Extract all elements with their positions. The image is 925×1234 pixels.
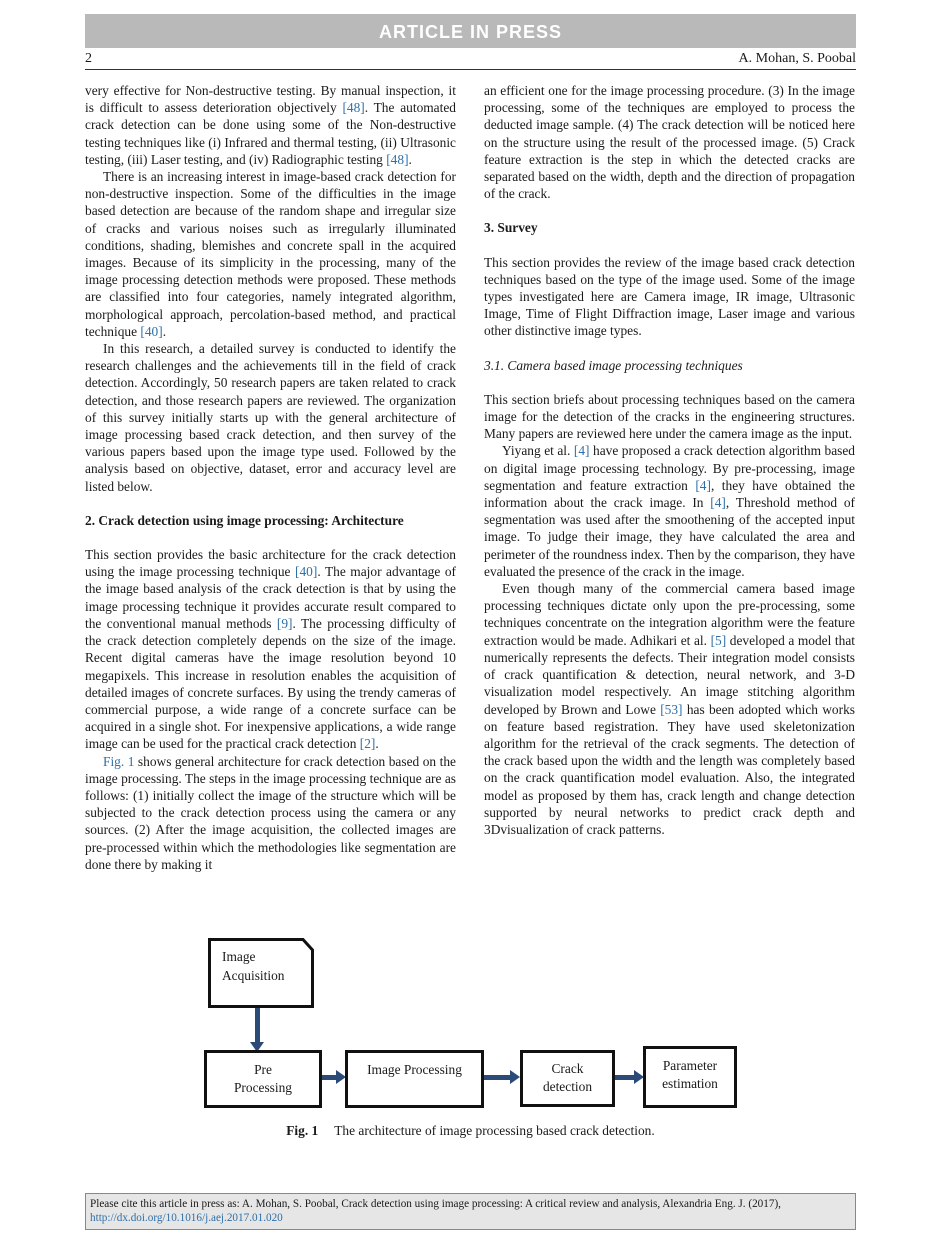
figure-link[interactable]: Fig. 1 xyxy=(103,753,135,769)
section-heading: 3. Survey xyxy=(484,220,538,236)
reference-link[interactable]: [53] xyxy=(660,701,683,717)
header-rule xyxy=(85,69,856,70)
reference-link[interactable]: [40] xyxy=(295,564,318,580)
running-head-authors: A. Mohan, S. Poobal xyxy=(738,51,856,66)
paragraph: This section provides the review of the image based crack detection techniques based on the type of the image used. Some of the image types investigated here are Camera image, IR image, Ultrasonic Image, Time of Flight Diffraction image, Laser image and various other distinctive image types. xyxy=(484,254,855,339)
arrowhead-right xyxy=(510,1070,520,1084)
doi-link[interactable]: http://dx.doi.org/10.1016/j.aej.2017.01.020 xyxy=(90,1211,283,1224)
article-in-press-banner: ARTICLE IN PRESS xyxy=(85,14,856,48)
arrow-crack-to-param xyxy=(615,1075,635,1080)
parameter-estimation-box: Parameter estimation xyxy=(643,1046,737,1108)
pre-processing-box: Pre Processing xyxy=(204,1050,322,1108)
reference-link[interactable]: [48] xyxy=(386,151,409,167)
paragraph: Yiyang et al. [4] have proposed a crack detection algorithm based on digital image processing technology. By pre-processing, image segmentation and feature extraction [4], they have obtained the information about the crack image. In [4], Threshold method of segmentation was used after the smoothening of the accepted input image. To judge their image, they have calculated the area and perimeter of the roundness index. Then by the comparison, they have evaluated the presence of the crack in the image. xyxy=(484,443,855,579)
reference-link[interactable]: [4] xyxy=(573,443,590,459)
citation-box: Please cite this article in press as: A. Mohan, S. Poobal, Crack detection using image processing: A critical review and analysis, Alexandria Eng. J. (2017), http://dx.doi.org/10.1016/j.aej.2017.01.020 xyxy=(85,1193,856,1230)
arrow-acquisition-to-pre xyxy=(255,1008,260,1044)
crack-detection-box: Crack detection xyxy=(520,1050,615,1107)
reference-link[interactable]: [48] xyxy=(342,100,365,116)
paragraph: There is an increasing interest in image-based crack detection for non-destructive inspection. Some of the difficulties in the image based detection are because of the random shape and irregular size of cracks and various noises such as irregularly illuminated conditions, shading, blemishes and concrete spall in the acquired images. Because of its simplicity in the processing, many of the image processing detection methods were proposed. These methods are classified into four categories, namely integrated algorithm, morphological approach, percolation-based method, and practical technique [40]. xyxy=(85,169,456,339)
image-processing-box: Image Processing xyxy=(345,1050,484,1108)
paragraph: Fig. 1 shows general architecture for crack detection based on the image processing. The steps in the image processing technique are as follows: (1) initially collect the image of the structure which will be subjected to the crack detection process using the camera or any sources. (2) After the image acquisition, the collected images are pre-processed within which the methodologies like segmentation are done there by making it xyxy=(85,753,456,872)
reference-link[interactable]: [9] xyxy=(276,615,293,631)
section-heading: 2. Crack detection using image processing: Architecture xyxy=(85,512,404,528)
paragraph: very effective for Non-destructive testing. By manual inspection, it is difficult to assess deterioration objectively [48]. The automated crack detection can be done using some of the Non-destructive testing techniques like (i) Infrared and thermal testing, (ii) Ultrasonic testing, (iii) Laser testing, and (iv) Radiographic testing [48]. xyxy=(85,83,456,167)
left-column xyxy=(85,82,456,873)
paragraph: an efficient one for the image processing procedure. (3) In the image processing, some of the techniques are employed to process the deducted image sample. (4) The crack detection will be noticed here on the structure using the result of the processed image. (5) Crack feature extraction is the step in which the detected cracks are separated based on the width, depth and the direction of propagation of the crack. xyxy=(484,83,855,202)
subsection-heading: 3.1. Camera based image processing techniques xyxy=(484,357,743,373)
reference-link[interactable]: [5] xyxy=(710,632,727,648)
page-number: 2 xyxy=(85,51,92,66)
right-column xyxy=(484,82,855,838)
figure-caption: Fig. 1 The architecture of image processing based crack detection. xyxy=(286,1123,655,1138)
figure-label: Fig. 1 xyxy=(286,1123,319,1138)
paragraph: In this research, a detailed survey is conducted to identify the research challenges and the achievements till in the field of crack detection. Accordingly, 50 research papers are taken related to crack detection, and those research papers are reviewed. The organization of this survey initially starts up with the general architecture of image processing based crack detection, and then survey of the various papers based upon the image type used. Followed by the analysis based on objective, dataset, error and accuracy level are listed below. xyxy=(85,341,456,494)
paragraph: This section provides the basic architecture for the crack detection using the image processing technique [40]. The major advantage of the image based analysis of the crack detection is that by using the image processing technique it provides accurate result compared to the conventional manual methods [9]. The processing difficulty of the crack detection completely depends on the size of the image. Recent digital cameras have the image resolution beyond 10 megapixels. This increase in resolution enables the acquisition of detailed images of concrete surfaces. By using the trendy cameras of commercial purpose, a wide range of a concrete surface can be acquired in a single shot. For inexpensive applications, a wide range image can be used for the practical crack detection [2]. xyxy=(85,547,456,752)
paragraph: Even though many of the commercial camera based image processing techniques dictate only upon the pre-processing, some techniques concentrate on the integration algorithm were the feature extraction would be made. Adhikari et al. [5] developed a model that numerically represents the defects. Their integration model consists of crack quantification & detection, neural network, and 3-D visualization model respectively. An image stitching algorithm developed by Brown and Lowe [53] has been adopted which works on feature based registration. They have used skeletonization algorithm for the retrieval of the crack segments. The detection of the crack based upon the width and the length was completely based on the crack quantification model evaluation. Also, the integrated model as proposed by them has, crack length and change detection supported by neural networks to predict crack depth and 3Dvisualization of crack patterns. xyxy=(484,581,856,837)
paragraph: This section briefs about processing techniques based on the camera image for the detection of the cracks in the engineering structures. Many papers are reviewed here under the camera image as the input. xyxy=(484,391,855,442)
reference-link[interactable]: [4] xyxy=(710,495,726,511)
reference-link[interactable]: [2] xyxy=(359,736,376,752)
image-acquisition-label: Image Acquisition xyxy=(222,949,285,983)
arrow-imgproc-to-crack xyxy=(484,1075,512,1080)
reference-link[interactable]: [4] xyxy=(695,477,711,493)
reference-link[interactable]: [40] xyxy=(140,323,163,339)
